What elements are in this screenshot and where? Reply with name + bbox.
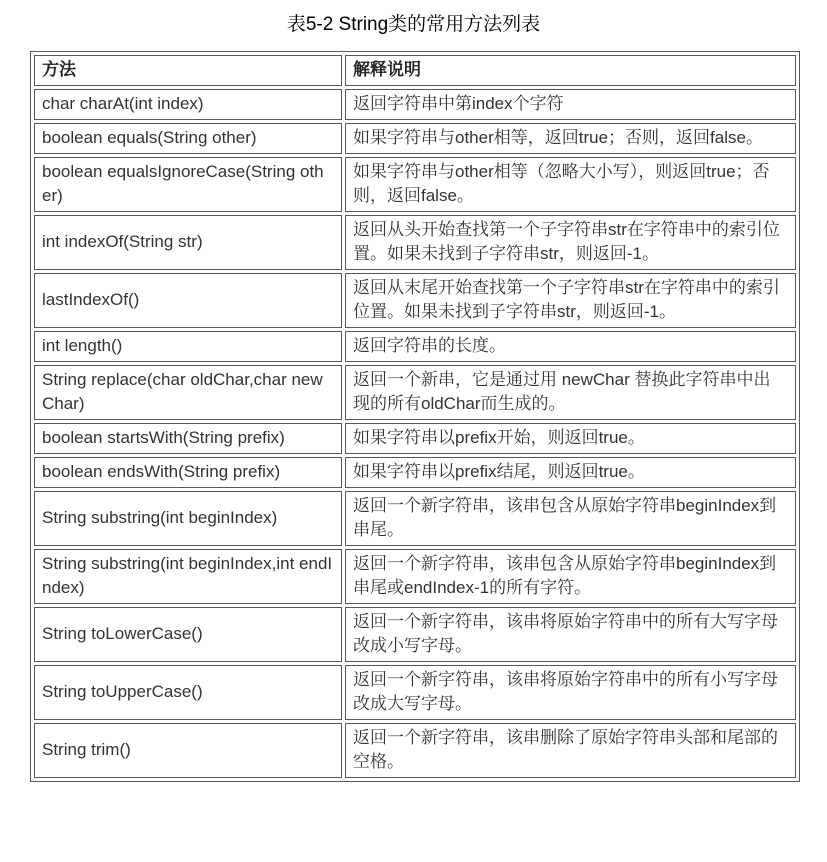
- method-cell: String toUpperCase(): [34, 665, 342, 720]
- method-cell: String substring(int beginIndex): [34, 491, 342, 546]
- string-methods-table: [30, 51, 800, 782]
- column-header-method: 方法: [34, 55, 342, 86]
- description-cell: 返回字符串的长度。: [345, 331, 796, 362]
- method-cell: String substring(int beginIndex,int endIndex): [34, 549, 342, 604]
- description-cell: 返回一个新字符串，该串将原始字符串中的所有小写字母改成大写字母。: [345, 665, 796, 720]
- table-row: [34, 423, 796, 454]
- table-row: [34, 665, 796, 720]
- method-cell: int indexOf(String str): [34, 215, 342, 270]
- description-cell: 返回一个新字符串，该串包含从原始字符串beginIndex到串尾或endIndex-1的所有字符。: [345, 549, 796, 604]
- table-row: [34, 89, 796, 120]
- description-cell: 如果字符串以prefix结尾，则返回true。: [345, 457, 796, 488]
- table-row: [34, 157, 796, 212]
- table-row: [34, 723, 796, 778]
- method-cell: String replace(char oldChar,char newChar): [34, 365, 342, 420]
- method-cell: boolean endsWith(String prefix): [34, 457, 342, 488]
- description-cell: 返回一个新串，它是通过用 newChar 替换此字符串中出现的所有oldChar而生成的。: [345, 365, 796, 420]
- table-row: [34, 123, 796, 154]
- description-cell: 如果字符串以prefix开始，则返回true。: [345, 423, 796, 454]
- table-row: [34, 491, 796, 546]
- method-cell: lastIndexOf(): [34, 273, 342, 328]
- method-cell: int length(): [34, 331, 342, 362]
- table-row: [34, 457, 796, 488]
- description-cell: 返回一个新字符串，该串包含从原始字符串beginIndex到串尾。: [345, 491, 796, 546]
- description-cell: 如果字符串与other相等，返回true；否则，返回false。: [345, 123, 796, 154]
- table-row: [34, 365, 796, 420]
- table-row: [34, 273, 796, 328]
- table-row: [34, 215, 796, 270]
- method-cell: boolean startsWith(String prefix): [34, 423, 342, 454]
- description-cell: 返回从头开始查找第一个子字符串str在字符串中的索引位置。如果未找到子字符串str，则返回-1。: [345, 215, 796, 270]
- method-cell: char charAt(int index): [34, 89, 342, 120]
- method-cell: boolean equalsIgnoreCase(String other): [34, 157, 342, 212]
- description-cell: 返回一个新字符串，该串将原始字符串中的所有大写字母改成小写字母。: [345, 607, 796, 662]
- method-cell: boolean equals(String other): [34, 123, 342, 154]
- column-header-description: 解释说明: [345, 55, 796, 86]
- description-cell: 返回从末尾开始查找第一个子字符串str在字符串中的索引位置。如果未找到子字符串str，则返回-1。: [345, 273, 796, 328]
- table-row: [34, 331, 796, 362]
- table-row: [34, 549, 796, 604]
- table-header-row: [34, 55, 796, 86]
- method-cell: String toLowerCase(): [34, 607, 342, 662]
- description-cell: 返回一个新字符串，该串删除了原始字符串头部和尾部的空格。: [345, 723, 796, 778]
- table-row: [34, 607, 796, 662]
- description-cell: 如果字符串与other相等（忽略大小写），则返回true；否则，返回false。: [345, 157, 796, 212]
- method-cell: String trim(): [34, 723, 342, 778]
- page-title: 表5-2 String类的常用方法列表: [286, 14, 541, 35]
- description-cell: 返回字符串中第index个字符: [345, 89, 796, 120]
